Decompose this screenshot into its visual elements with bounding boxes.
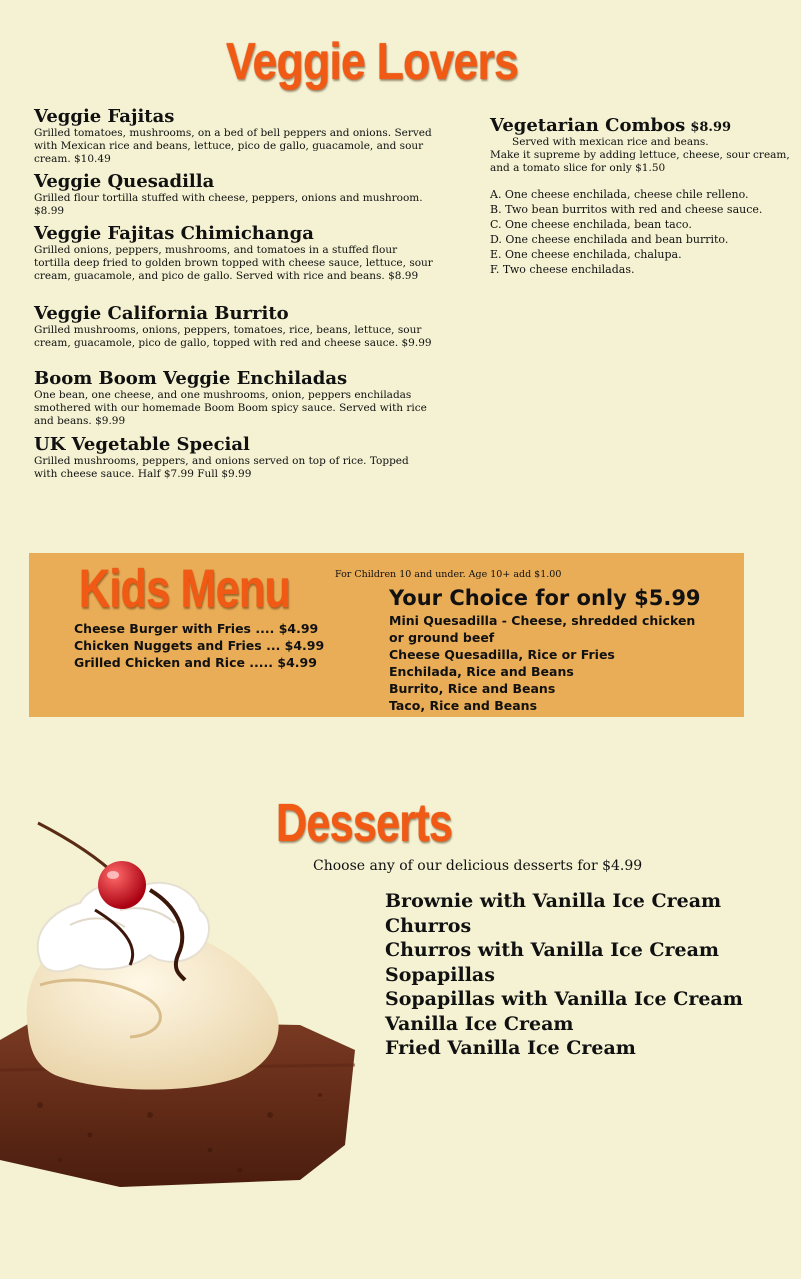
brownie-sundae-image: [0, 815, 360, 1195]
kids-item: Chicken Nuggets and Fries ... $4.99: [74, 638, 325, 653]
combo-option: C. One cheese enchilada, bean taco.: [490, 218, 692, 231]
kids-item: Cheese Burger with Fries .... $4.99: [74, 621, 319, 636]
kids-choice-item: Burrito, Rice and Beans: [389, 681, 556, 696]
item-description: Grilled onions, peppers, mushrooms, and tomatoes in a stuffed flour tortilla deep fried to golden brown topped with cheese sauce, lettuce, sour cream, guacamole, and pico de gallo. Served with rice and beans. $8.99: [34, 244, 433, 282]
combos-price: $8.99: [690, 120, 732, 135]
item-name: Veggie Fajitas Chimichanga: [34, 223, 314, 244]
menu-item: [34, 304, 434, 350]
dessert-item: Vanilla Ice Cream: [385, 1012, 574, 1035]
combo-option: D. One cheese enchilada and bean burrito.: [490, 233, 729, 246]
kids-choice-title: Your Choice for only $5.99: [389, 586, 701, 610]
dessert-item: Sopapillas: [385, 963, 495, 986]
kids-menu-title: Kids Menu: [79, 559, 291, 619]
item-description: Grilled mushrooms, peppers, and onions served on top of rice. Topped with cheese sauce. Half $7.99 Full $9.99: [34, 455, 409, 480]
item-description: Grilled tomatoes, mushrooms, on a bed of bell peppers and onions. Served with Mexican rice and beans, lettuce, pico de gallo, guacamole, and sour cream. $10.49: [34, 127, 432, 165]
combos-supreme-note: Make it supreme by adding lettuce, cheese, sour cream, and a tomato slice for only $1.50: [490, 149, 790, 174]
dessert-item: Brownie with Vanilla Ice Cream: [385, 890, 722, 912]
dessert-item: Churros with Vanilla Ice Cream: [385, 939, 720, 961]
item-name: Veggie Quesadilla: [34, 171, 215, 192]
menu-item: [34, 369, 434, 428]
dessert-item: Sopapillas with Vanilla Ice Cream: [385, 988, 743, 1010]
combo-option: E. One cheese enchilada, chalupa.: [490, 248, 682, 261]
item-description: Grilled mushrooms, onions, peppers, tomatoes, rice, beans, lettuce, sour cream, guacamole, pico de gallo, topped with red and cheese sauce. $9.99: [34, 324, 432, 349]
combos-name: Vegetarian Combos: [490, 115, 686, 136]
item-name: UK Vegetable Special: [34, 434, 250, 455]
menu-item: [34, 224, 434, 283]
dessert-item: Fried Vanilla Ice Cream: [385, 1037, 636, 1059]
desserts-price-note: Choose any of our delicious desserts for $4.99: [313, 858, 643, 874]
kids-choice-items: [389, 612, 709, 714]
item-name: Boom Boom Veggie Enchiladas: [34, 368, 348, 389]
item-description: Grilled flour tortilla stuffed with cheese, peppers, onions and mushroom. $8.99: [34, 192, 423, 217]
combo-option: F. Two cheese enchiladas.: [490, 263, 635, 276]
combos-served-with: Served with mexican rice and beans.: [512, 136, 709, 148]
kids-choice-item: Enchilada, Rice and Beans: [389, 664, 574, 679]
kids-age-note: For Children 10 and under. Age 10+ add $1.00: [335, 569, 562, 580]
combo-option: A. One cheese enchilada, cheese chile relleno.: [490, 188, 749, 201]
desserts-title: Desserts: [276, 793, 453, 853]
item-name: Veggie Fajitas: [34, 106, 175, 127]
dessert-item: Churros: [385, 914, 472, 937]
menu-item: [34, 107, 434, 166]
veggie-lovers-title: Veggie Lovers: [226, 33, 519, 91]
combos-options: [490, 187, 795, 277]
menu-item: [34, 172, 434, 218]
kids-item: Grilled Chicken and Rice ..... $4.99: [74, 655, 317, 670]
combo-option: B. Two bean burritos with red and cheese sauce.: [490, 203, 763, 216]
kids-fixed-items: [74, 620, 324, 671]
item-description: One bean, one cheese, and one mushrooms, onion, peppers enchiladas smothered with our homemade Boom Boom spicy sauce. Served with rice and beans. $9.99: [34, 389, 427, 427]
menu-item: [34, 435, 434, 481]
kids-choice-item: Taco, Rice and Beans: [389, 698, 538, 713]
kids-choice-item: Mini Quesadilla - Cheese, shredded chicken or ground beef: [389, 613, 696, 645]
desserts-list: [385, 889, 743, 1061]
vegetarian-combos: [490, 116, 795, 277]
kids-choice-item: Cheese Quesadilla, Rice or Fries: [389, 647, 615, 662]
item-name: Veggie California Burrito: [34, 303, 289, 324]
